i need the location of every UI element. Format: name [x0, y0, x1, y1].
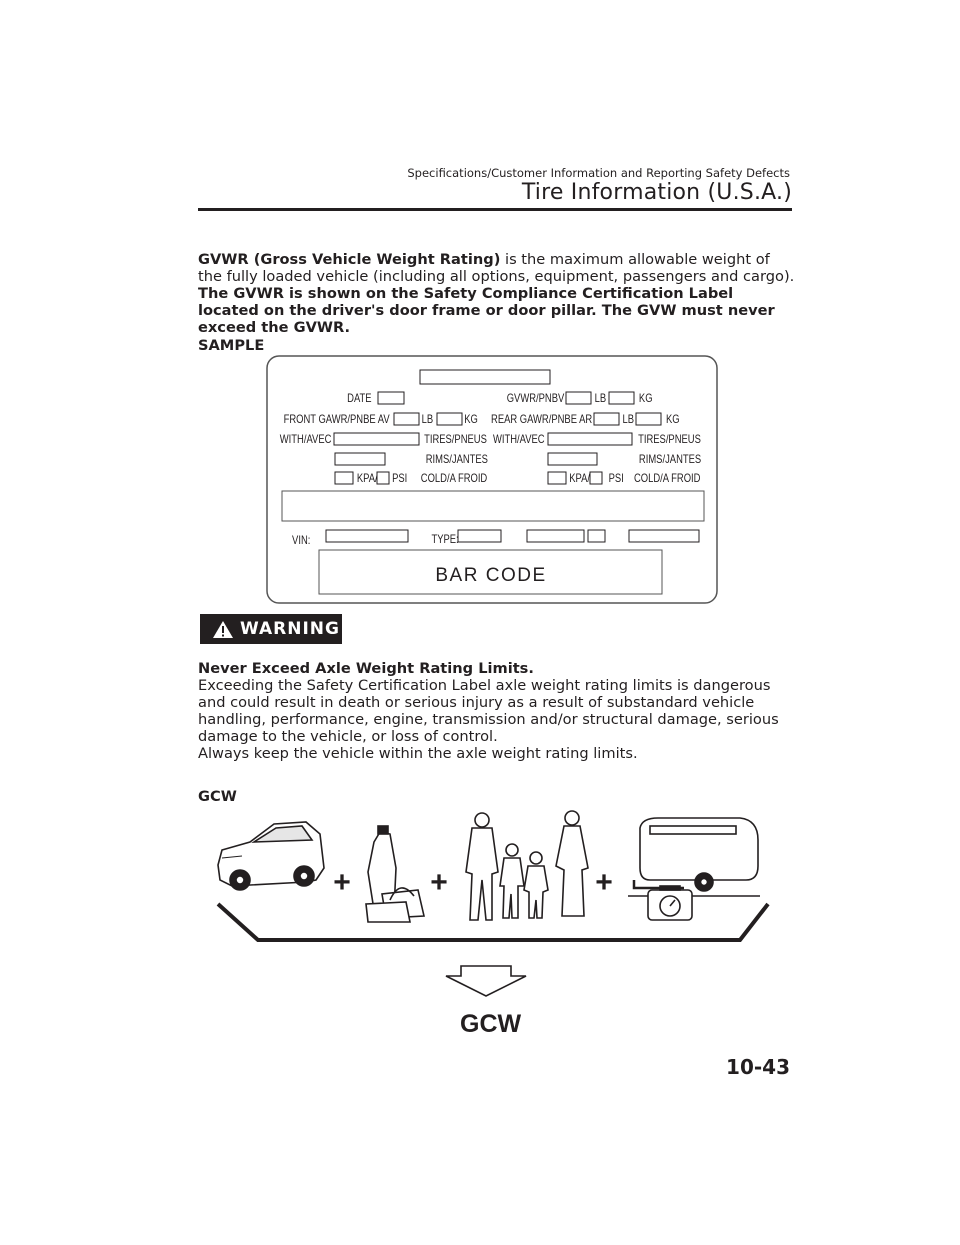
- luggage-icon: [366, 826, 424, 922]
- label-rear-rims: RIMS/JANTES: [638, 453, 702, 467]
- gcw-heading: GCW: [198, 788, 237, 805]
- label-date: DATE: [347, 392, 372, 406]
- page-number: 10-43: [726, 1055, 790, 1079]
- label-front-kg: KG: [464, 413, 478, 427]
- certification-label-sample: [265, 354, 720, 606]
- header-rule: [198, 208, 792, 211]
- passengers-icon: [466, 811, 588, 920]
- label-rear-kg: KG: [665, 413, 680, 427]
- label-rear-gawr: REAR GAWR/PNBE AR: [491, 413, 593, 427]
- label-front-lb: LB: [421, 413, 434, 427]
- trailer-icon: [628, 818, 760, 896]
- warning-triangle-icon: [212, 620, 234, 639]
- label-rear-cold: COLD/A FROID: [634, 472, 701, 486]
- gvwr-term: GVWR (Gross Vehicle Weight Rating): [198, 251, 501, 268]
- label-front-gawr: FRONT GAWR/PNBE AV: [283, 413, 390, 427]
- label-rear-tires: TIRES/PNEUS: [638, 433, 701, 447]
- gcw-diagram: [210, 810, 780, 1025]
- label-gvwr-kg: KG: [638, 392, 653, 406]
- sample-heading: SAMPLE: [198, 337, 265, 354]
- page-title: Tire Information (U.S.A.): [521, 180, 792, 205]
- gvwr-paragraph: [198, 251, 798, 336]
- warning-badge: [200, 614, 342, 644]
- label-rear-with: WITH/AVEC: [493, 433, 545, 447]
- plus-3: +: [595, 866, 613, 899]
- warning-title: Never Exceed Axle Weight Rating Limits.: [198, 660, 534, 677]
- plus-1: +: [333, 866, 351, 899]
- gvwr-definition: is the maximum allowable weight of the fully loaded vehicle (including all options, equipment, passengers and cargo).: [198, 251, 795, 285]
- label-type: TYPE:: [431, 533, 459, 547]
- plus-2: +: [430, 866, 448, 899]
- label-rear-kpa: KPA/: [569, 472, 590, 486]
- label-gvwr: GVWR/PNBV: [506, 392, 565, 406]
- car-icon: [218, 822, 324, 890]
- label-front-cold: COLD/A FROID: [420, 472, 488, 486]
- gvwr-emphasis: The GVWR is shown on the Safety Compliance Certification Label located on the driver's door frame or door pillar. The GVW must never exceed the GVWR.: [198, 285, 775, 336]
- warning-label: WARNING: [240, 619, 340, 639]
- label-front-with: WITH/AVEC: [279, 433, 332, 447]
- label-front-psi: PSI: [392, 472, 408, 486]
- label-front-rims: RIMS/JANTES: [425, 453, 488, 467]
- barcode-placeholder: BAR CODE: [435, 565, 547, 586]
- gcw-result-label: GCW: [460, 1010, 522, 1038]
- label-front-kpa: KPA/: [356, 472, 378, 486]
- down-arrow-icon: [446, 966, 526, 996]
- section-breadcrumb: Specifications/Customer Information and Reporting Safety Defects: [407, 166, 790, 180]
- label-vin: VIN:: [292, 534, 311, 548]
- warning-advice: Always keep the vehicle within the axle weight rating limits.: [198, 745, 638, 762]
- label-rear-psi: PSI: [608, 472, 624, 486]
- label-gvwr-lb: LB: [594, 392, 607, 406]
- scale-icon: [648, 886, 692, 920]
- label-front-tires: TIRES/PNEUS: [424, 433, 487, 447]
- warning-body: Exceeding the Safety Certification Label axle weight rating limits is dangerous and could result in death or serious injury as a result of substandard vehicle handling, performance, engine, transmission and/or structural damage, serious damage to the vehicle, or loss of control.: [198, 677, 779, 745]
- label-rear-lb: LB: [622, 413, 635, 427]
